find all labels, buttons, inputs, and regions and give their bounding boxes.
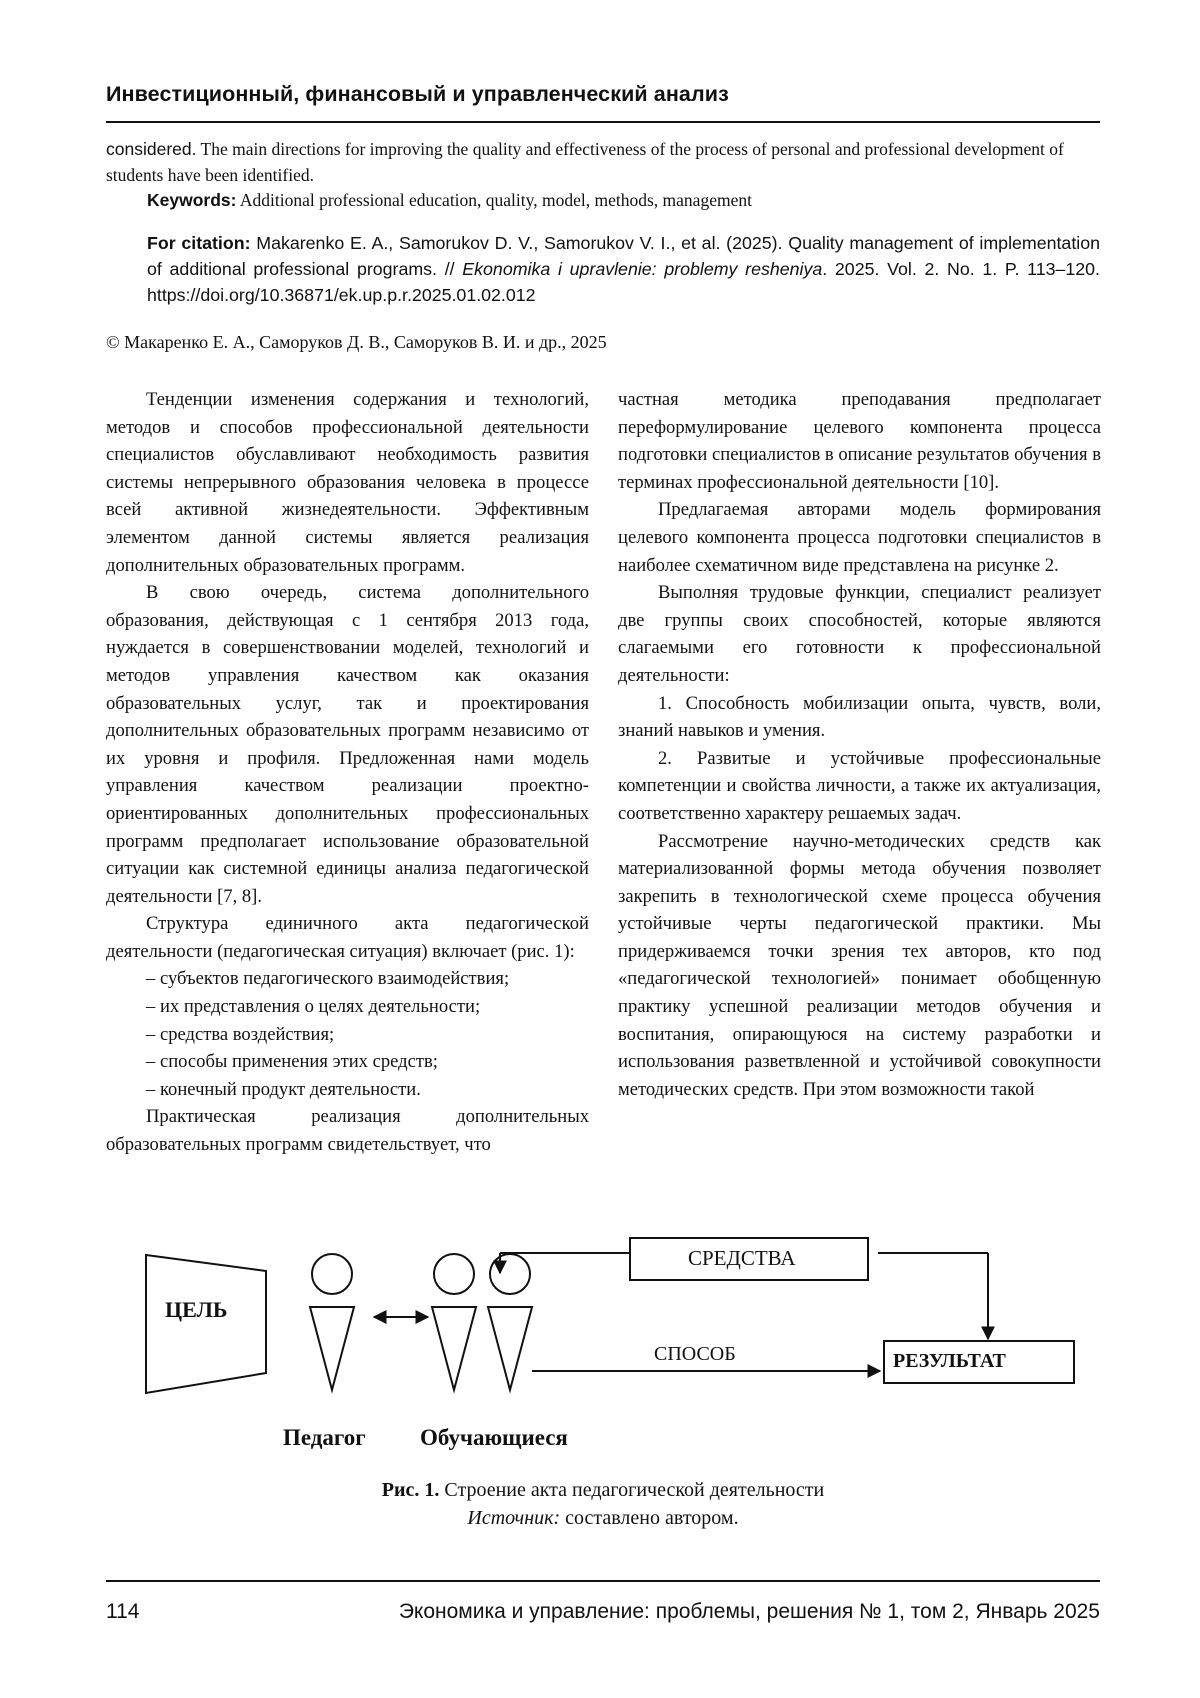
goal-label: ЦЕЛЬ — [165, 1297, 228, 1322]
left-paragraph-2: В свою очередь, система дополнительного образования, действующая с 1 сентября 2013 года, нуждается в совершенствовании моделей, технологий и методов управления качеством как оказания образовательных услуг, так и проектирования дополнительных образовательных программ независимо от их уровня и профиля. Предложенная нами модель управления качеством реализации проектно-ориентированных дополнительных профессиональных программ предполагает использование образовательной ситуации как системной единицы анализа педагогической деятельности [7, 8]. — [106, 582, 589, 907]
list-item: – субъектов педагогического взаимодействия; — [146, 968, 510, 990]
right-column — [618, 386, 1101, 1103]
right-paragraph-3: Выполняя трудовые функции, специалист реализует две группы своих способностей, которые являются слагаемыми его готовности к профессиональной деятельности: — [618, 582, 1101, 686]
keywords-label: Keywords: — [147, 190, 237, 210]
goal-trapezoid — [146, 1255, 266, 1393]
learner-body — [488, 1307, 532, 1390]
teacher-label: Педагог — [283, 1425, 366, 1450]
list-item: – конечный продукт деятельности. — [146, 1078, 421, 1100]
caption-title-line — [106, 1476, 1100, 1504]
caption-label: Рис. 1. — [381, 1479, 440, 1501]
citation-label: For citation: — [147, 233, 251, 253]
list-item: – способы применения этих средств; — [146, 1051, 438, 1073]
abstract-text: The main directions for improving the quality and effectiveness of the process of personal and professional development of students have been identified. — [106, 139, 1064, 185]
right-paragraph-2: Предлагаемая авторами модель формирования целевого компонента процесса подготовки специалистов в наиболее схематичном виде представлена на рисунке 2. — [618, 499, 1101, 576]
learner-head — [434, 1254, 474, 1294]
footer-rule — [106, 1580, 1100, 1582]
citation-journal: Ekonomika i upravlenie: problemy resheniya — [462, 259, 823, 279]
keywords — [147, 187, 1100, 213]
right-item-1: 1. Способность мобилизации опыта, чувств, воли, знаний навыков и умения. — [618, 692, 1101, 742]
right-item-2: 2. Развитые и устойчивые профессиональные компетенции и свойства личности, а также их актуализация, соответственно характеру решаемых задач. — [618, 747, 1101, 824]
list-item: – средства воздействия; — [146, 1023, 335, 1045]
citation — [147, 230, 1100, 308]
left-paragraph-1: Тенденции изменения содержания и технологий, методов и способов профессиональной деятельности специалистов обуславливают необходимость развития системы непрерывного образования человека в процессе всей активной жизнедеятельности. Эффективным элементом данной системы является реализация дополнительных образовательных программ. — [106, 389, 589, 576]
teacher-body — [310, 1307, 354, 1390]
journal-name: Экономика и управление: проблемы, решения № 1, том 2, Январь 2025 — [398, 1600, 1100, 1623]
citation-text-after: . 2025. Vol. 2. No. 1. P. 113–120. https://doi.org/10.36871/ek.up.p.r.2025.01.02.012 — [147, 259, 1100, 305]
teacher-head — [312, 1254, 352, 1294]
learners-label: Обучающиеся — [420, 1425, 568, 1450]
running-header: Инвестиционный, финансовый и управленческий анализ — [106, 82, 729, 106]
keywords-text: Additional professional education, quality, model, methods, management — [236, 190, 752, 210]
method-label: СПОСОБ — [654, 1343, 736, 1365]
figure-caption — [106, 1476, 1100, 1532]
left-column — [106, 386, 589, 1159]
page-number: 114 — [106, 1600, 140, 1623]
learner-body — [432, 1307, 476, 1390]
list-item: – их представления о целях деятельности; — [146, 996, 481, 1018]
header-rule — [106, 121, 1100, 123]
citation-text-before: Makarenko E. A., Samorukov D. V., Samorukov V. I., et al. (2025). Quality management of implementation of additional professional programs. // — [147, 233, 1100, 279]
left-paragraph-4: Практическая реализация дополнительных образовательных программ свидетельствует, что — [106, 1106, 589, 1156]
caption-source-line — [106, 1504, 1100, 1532]
result-label: РЕЗУЛЬТАТ — [893, 1350, 1006, 1372]
left-paragraph-3: Структура единичного акта педагогической деятельности (педагогическая ситуация) включает (рис. 1): — [106, 913, 589, 962]
right-paragraph-4: Рассмотрение научно-методических средств как материализованной формы метода обучения позволяет закрепить в технологической схеме процесса обучения устойчивые черты педагогической практики. Мы придерживаемся точки зрения тех авторов, кто под «педагогической технологией» понимает обобщенную практику успешной реализации методов обучения и воспитания, опирающуюся на систему разработки и использования разветвленной и устойчивой совокупности методических средств. При этом возможности такой — [618, 830, 1101, 1100]
caption-source-text: составлено автором. — [560, 1507, 739, 1529]
abstract-tail — [106, 136, 1100, 188]
copyright: © Макаренко Е. А., Саморуков Д. В., Саморуков В. И. и др., 2025 — [106, 332, 607, 352]
caption-title: Строение акта педагогической деятельности — [439, 1479, 825, 1501]
learner-head — [490, 1254, 530, 1294]
abstract-lead: considered. — [106, 139, 197, 159]
means-label: СРЕДСТВА — [688, 1246, 796, 1270]
caption-source-label: Источник: — [467, 1507, 561, 1529]
right-paragraph-1: частная методика преподавания предполагает переформулирование целевого компонента процесса подготовки специалистов в описание результатов обучения в терминах профессиональной деятельности [10]. — [618, 389, 1101, 493]
figure-1 — [106, 1225, 1100, 1475]
